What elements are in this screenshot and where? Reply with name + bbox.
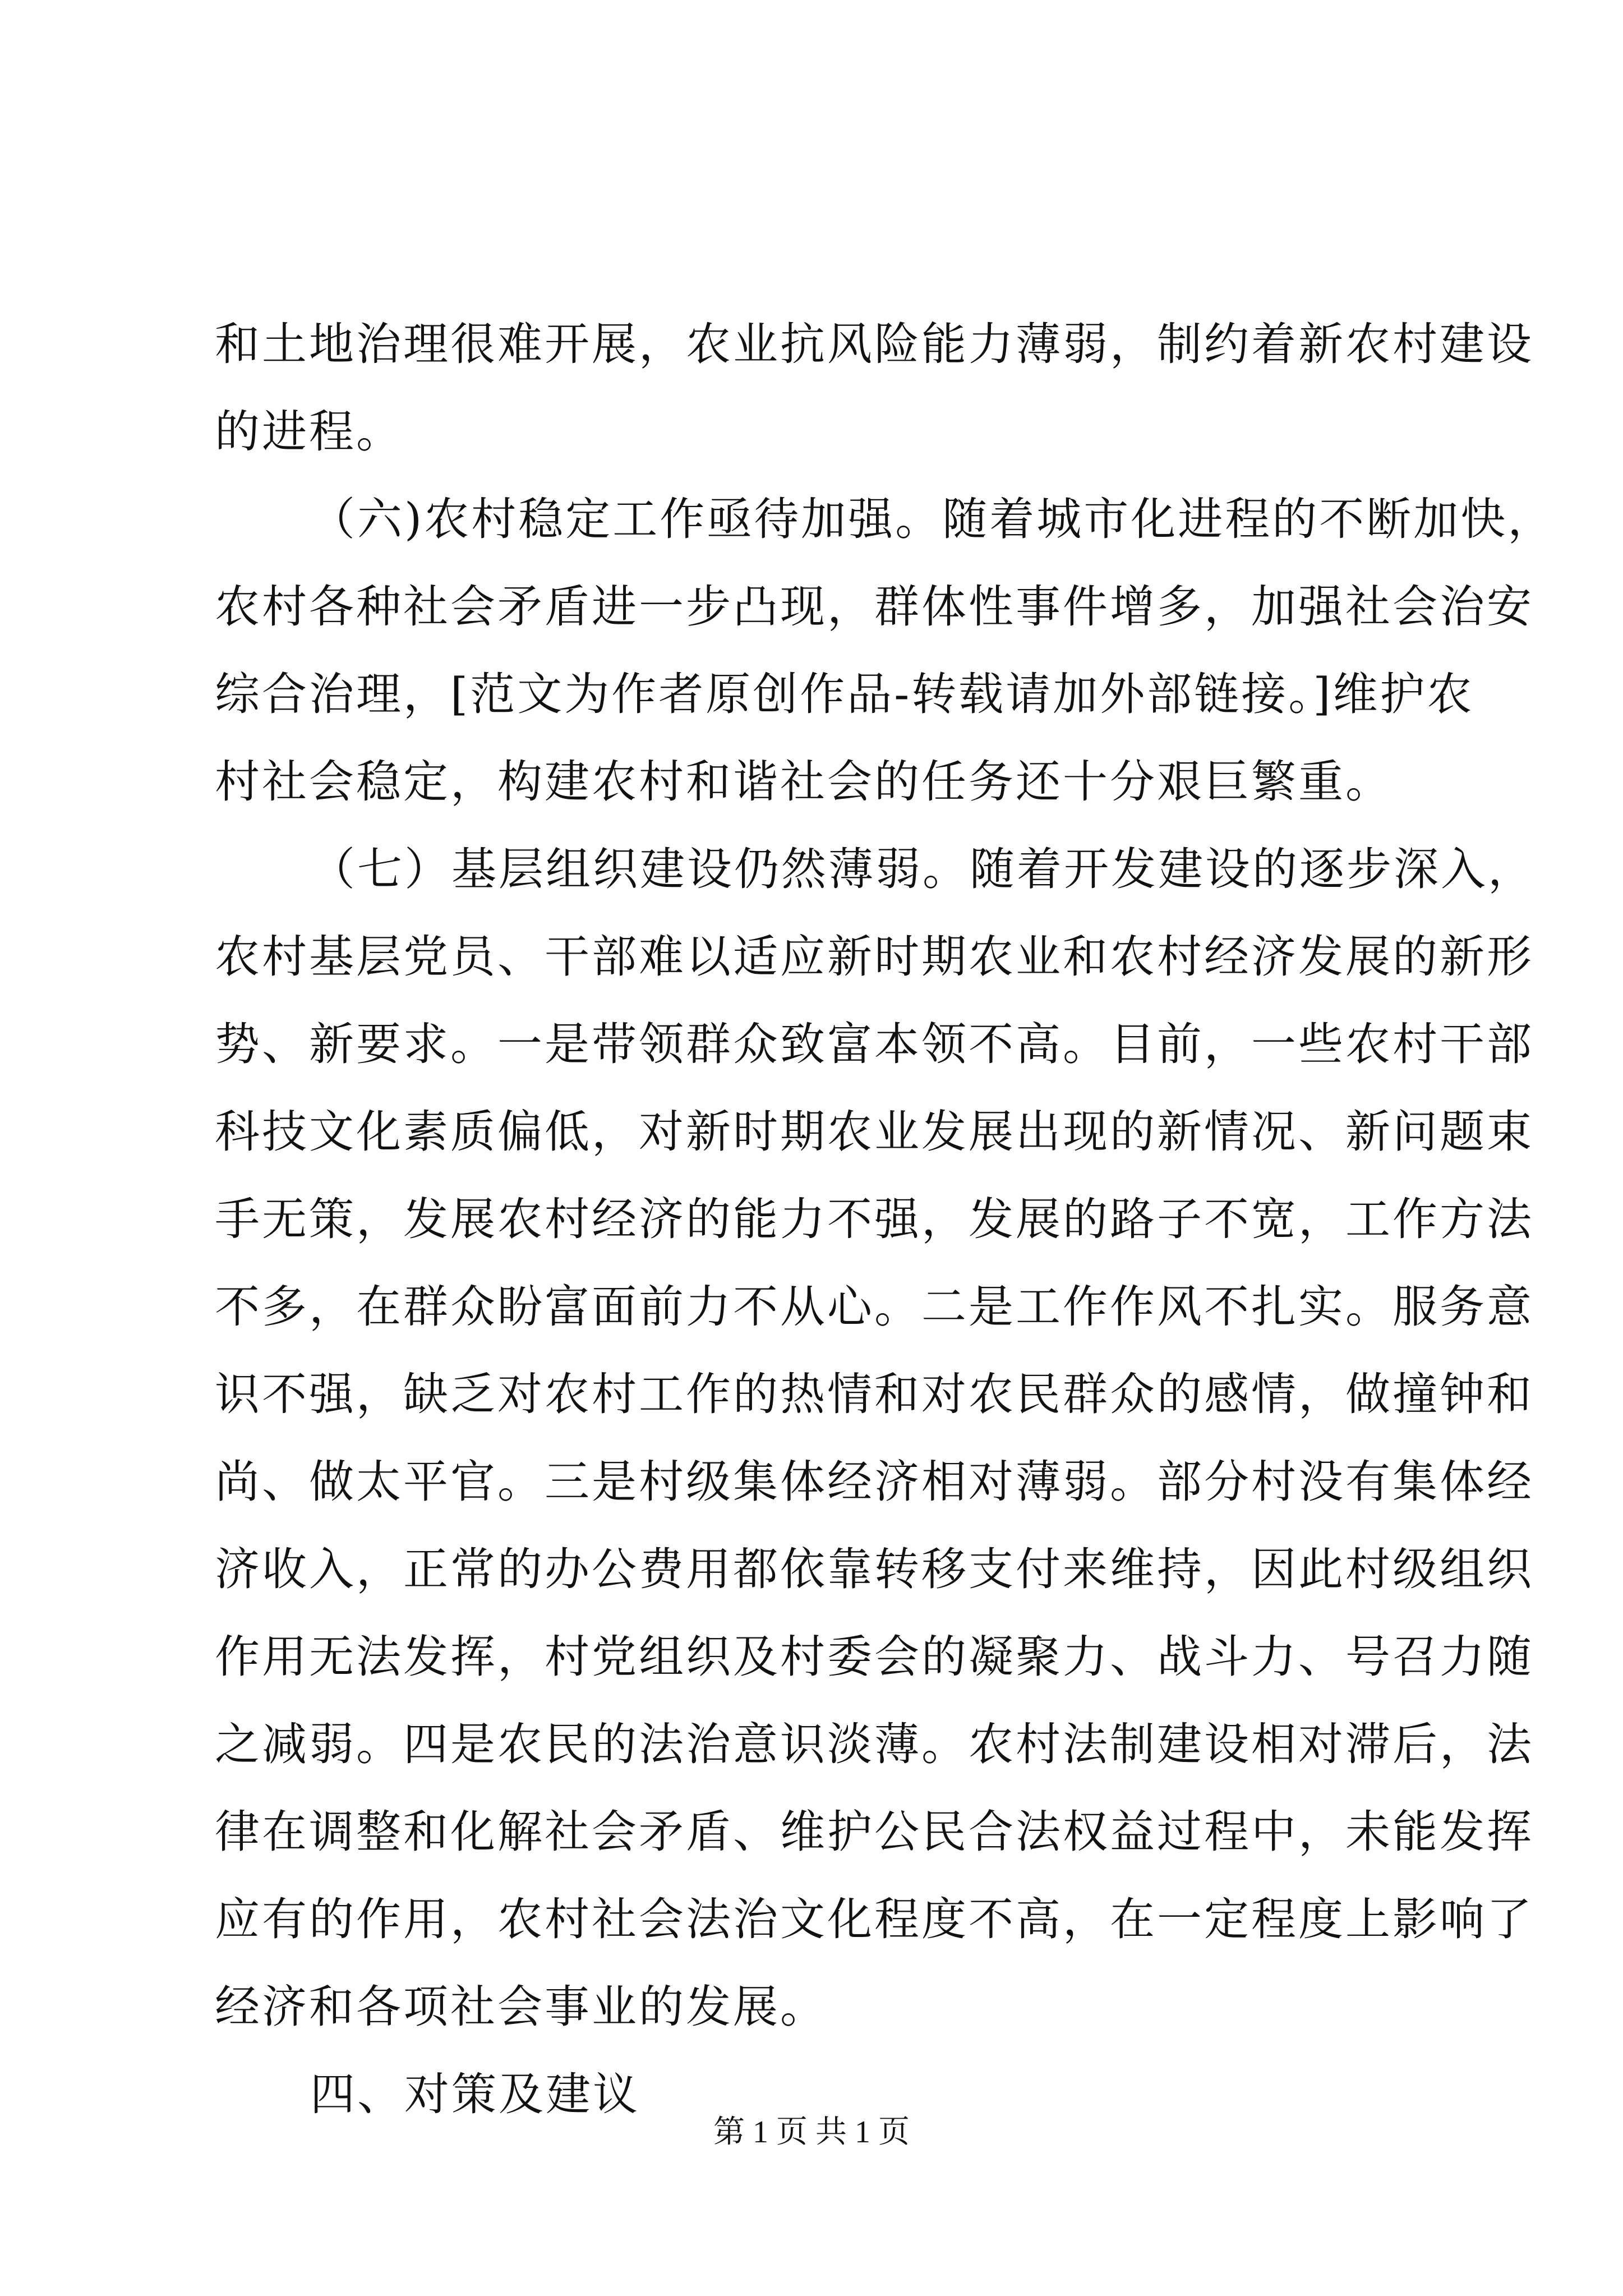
text-line: 农村基层党员、干部难以适应新时期农业和农村经济发展的新形 <box>215 931 1534 983</box>
page-number-label: 第 1 页 共 1 页 <box>713 2115 910 2150</box>
text-line: 手无策，发展农村经济的能力不强，发展的路子不宽，工作方法 <box>215 1193 1534 1245</box>
text-line: 科技文化素质偏低，对新时期农业发展出现的新情况、新问题束 <box>215 1106 1534 1158</box>
text-line: 济收入，正常的办公费用都依靠转移支付来维持，因此村级组织 <box>215 1543 1534 1595</box>
document-body <box>215 301 1555 2138</box>
text-line: 的进程。 <box>215 406 403 458</box>
text-line: 农村各种社会矛盾进一步凸现，群体性事件增多，加强社会治安 <box>215 581 1534 633</box>
text-line: 村社会稳定，构建农村和谐社会的任务还十分艰巨繁重。 <box>215 756 1393 808</box>
text-line: 之减弱。四是农民的法治意识淡薄。农村法制建设相对滞后，法 <box>215 1718 1534 1770</box>
text-line: 律在调整和化解社会矛盾、维护公民合法权益过程中，未能发挥 <box>215 1806 1534 1858</box>
text-line: 和土地治理很难开展，农业抗风险能力薄弱，制约着新农村建设 <box>215 318 1534 370</box>
text-line: 识不强，缺乏对农村工作的热情和对农民群众的感情，做撞钟和 <box>215 1368 1534 1420</box>
paragraph-seven-heading-line: （七）基层组织建设仍然薄弱。随着开发建设的逐步深入， <box>310 843 1535 895</box>
paragraph-six-heading-line: （六)农村稳定工作亟待加强。随着城市化进程的不断加快， <box>310 493 1555 545</box>
page-footer <box>0 2113 1623 2152</box>
text-line: 综合治理，[范文为作者原创作品-转载请加外部链接。]维护农 <box>215 668 1474 720</box>
section-four-heading: 四、对策及建议 <box>310 2068 640 2120</box>
text-line: 势、新要求。一是带领群众致富本领不高。目前，一些农村干部 <box>215 1018 1534 1070</box>
text-line: 经济和各项社会事业的发展。 <box>215 1981 827 2033</box>
text-line: 作用无法发挥，村党组织及村委会的凝聚力、战斗力、号召力随 <box>215 1631 1534 1683</box>
text-line: 不多，在群众盼富面前力不从心。二是工作作风不扎实。服务意 <box>215 1281 1534 1333</box>
text-line: 尚、做太平官。三是村级集体经济相对薄弱。部分村没有集体经 <box>215 1456 1534 1508</box>
text-line: 应有的作用，农村社会法治文化程度不高，在一定程度上影响了 <box>215 1893 1534 1945</box>
